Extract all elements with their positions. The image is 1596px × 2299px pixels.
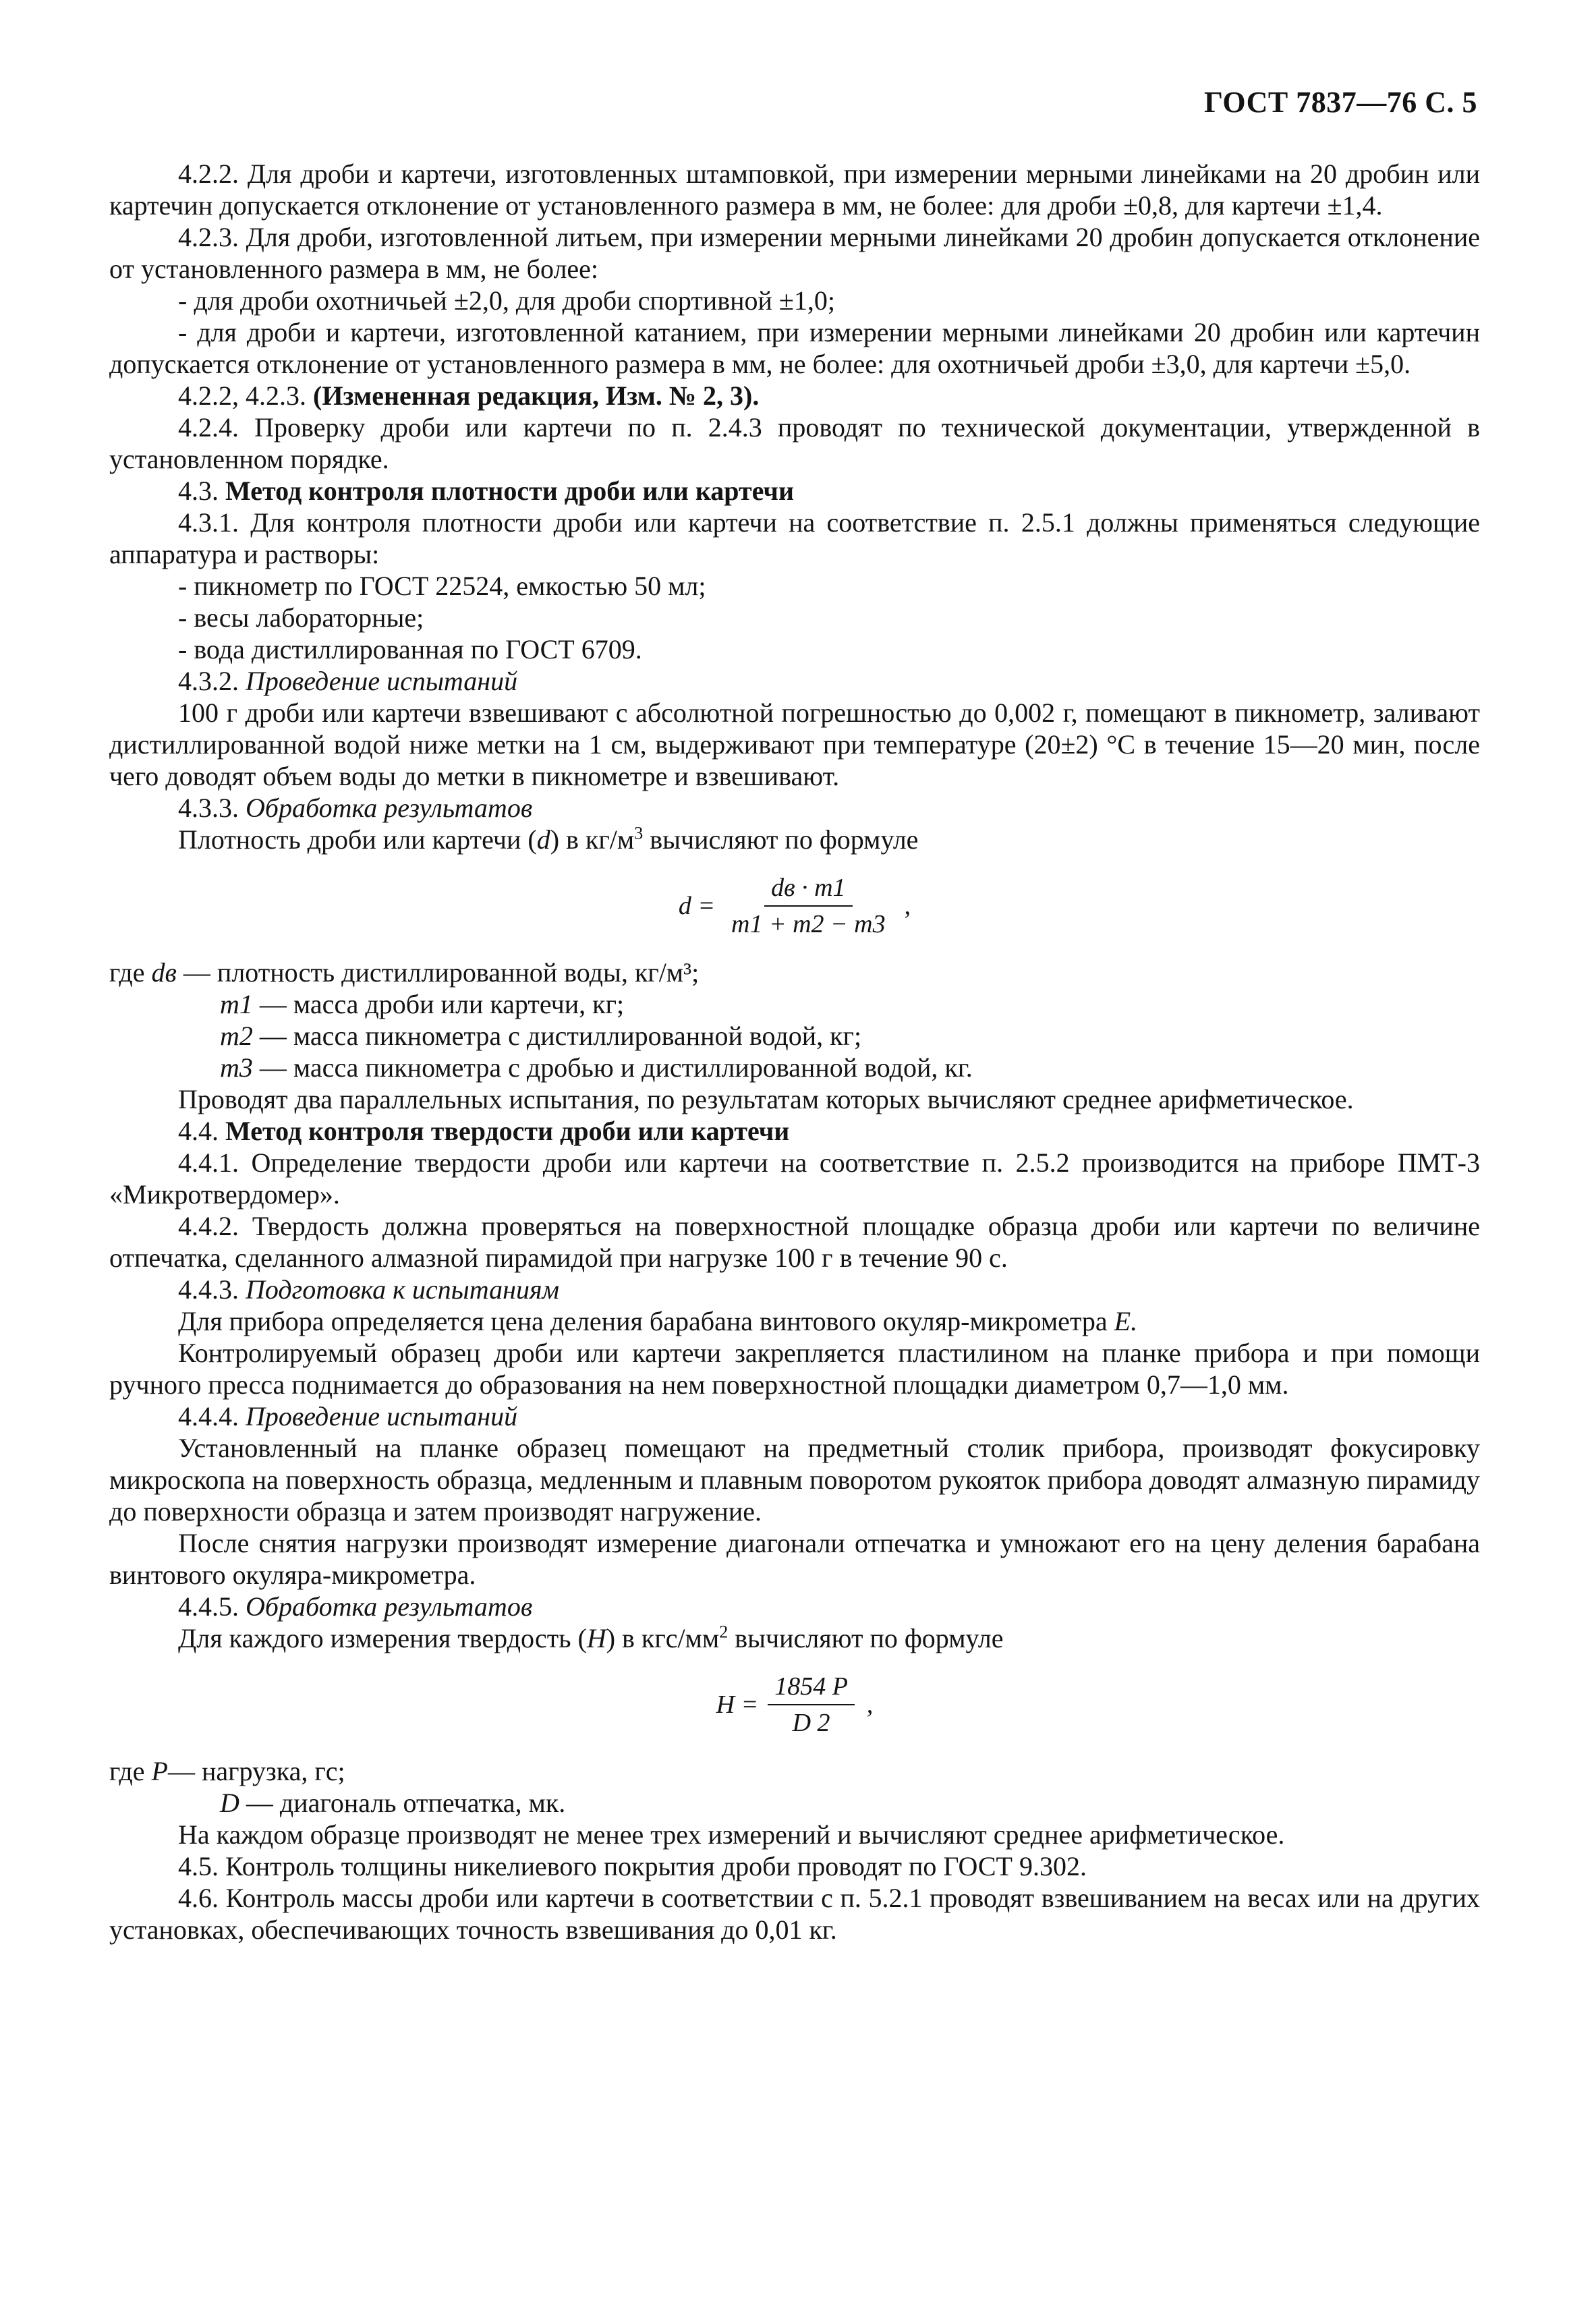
definition-text: — нагрузка, гс; <box>167 1756 345 1786</box>
parallel-tests-note: Проводят два параллельных испытания, по результатам которых вычисляют среднее арифметическое. <box>178 1084 1354 1114</box>
clause-title: Проведение испытаний <box>246 1401 518 1431</box>
clause-title: Обработка результатов <box>246 793 533 823</box>
symbol: D <box>220 1788 239 1818</box>
clause-4-4-3-text <box>109 1305 1480 1337</box>
clause-4-4-1: 4.4.1. Определение твердости дроби или картечи на соответствие п. 2.5.2 производится на приборе ПМТ-3 «Микротвердомер». <box>109 1147 1480 1210</box>
equipment-item: - вода дистиллированная по ГОСТ 6709. <box>178 634 642 664</box>
clause-4-4-2: 4.4.2. Твердость должна проверяться на поверхностной площадке образца дроби или картечи по величине отпечатка, сделанного алмазной пирамидой при нагрузке 100 г в течение 90 с. <box>109 1211 1480 1273</box>
superscript: 3 <box>634 823 644 843</box>
section-title: Метод контроля плотности дроби или картечи <box>225 476 795 506</box>
text-run: вычисляют по формуле <box>728 1623 1004 1653</box>
clause-4-4-3-heading <box>109 1274 1480 1305</box>
clause-number: 4.3.3. <box>178 793 239 823</box>
formula-fraction <box>724 873 892 939</box>
variable: H <box>586 1623 606 1653</box>
clause-title: Подготовка к испытаниям <box>246 1274 560 1305</box>
clause-4-4-4-text: После снятия нагрузки производят измерение диагонали отпечатка и умножают его на цену деления барабана винтового окуляра-микрометра. <box>109 1528 1480 1590</box>
revision-clauses: 4.2.2, 4.2.3. <box>178 380 306 411</box>
page-header: ГОСТ 7837—76 С. 5 <box>1203 86 1477 119</box>
hardness-formula <box>109 1654 1480 1755</box>
text-run: Для прибора определяется цена деления барабана винтового окуляр-микрометра <box>178 1306 1108 1336</box>
section-4-3-heading <box>109 475 1480 507</box>
symbol: P <box>151 1756 168 1786</box>
clause-number: 4.4.5. <box>178 1591 239 1622</box>
variable: d <box>536 824 550 855</box>
hardness-intro <box>109 1622 1480 1654</box>
formula-denominator: m1 + m2 − m3 <box>731 910 886 938</box>
density-formula <box>109 855 1480 957</box>
clause-number: 4.3.2. <box>178 666 239 696</box>
definition-text: — плотность дистиллированной воды, кг/м³; <box>183 957 700 988</box>
section-number: 4.4. <box>178 1116 219 1146</box>
definition-text: — масса пикнометра с дистиллированной водой, кг; <box>259 1021 862 1051</box>
formula-lhs: H = <box>716 1690 759 1719</box>
section-title: Метод контроля твердости дроби или картечи <box>225 1116 790 1146</box>
definition-line <box>109 1755 1480 1787</box>
clause-4-2-2: 4.2.2. Для дроби и картечи, изготовленных штамповкой, при измерении мерными линейками на 20 дробин или картечин допускается отклонение от установленного размера в мм, не более: для дроби ±0,8, для картечи ±1,4. <box>109 159 1480 221</box>
where-word: где <box>109 957 145 988</box>
list-item: - для дроби и картечи, изготовленной катанием, при измерении мерными линейками 20 дробин или картечин допускается отклонение от установленного размера в мм, не более: для охотничьей дроби ±3,0, для картечи ±5,0. <box>109 317 1480 379</box>
text-run: Плотность дроби или картечи ( <box>178 824 537 855</box>
clause-4-3-2-heading <box>109 665 1480 697</box>
section-number: 4.3. <box>178 476 219 506</box>
measurements-note: На каждом образце производят не менее трех измерений и вычисляют среднее арифметическое. <box>178 1819 1285 1850</box>
symbol: m1 <box>220 989 253 1019</box>
clause-4-4-5-heading <box>109 1591 1480 1622</box>
formula-comma: , <box>904 891 911 920</box>
clause-title: Проведение испытаний <box>246 666 518 696</box>
clause-4-2-3: 4.2.3. Для дроби, изготовленной литьем, при измерении мерными линейками 20 дробин допускается отклонение от установленного размера в мм, не более: <box>109 222 1480 284</box>
list-item: - для дроби охотничьей ±2,0, для дроби спортивной ±1,0; <box>178 285 835 316</box>
text-run: ) в кгс/мм <box>606 1623 720 1653</box>
clause-number: 4.4.4. <box>178 1401 239 1431</box>
superscript: 2 <box>719 1622 729 1642</box>
formula-lhs: d = <box>678 891 716 920</box>
formula-fraction <box>768 1672 855 1738</box>
symbol: m2 <box>220 1021 253 1051</box>
symbol: m3 <box>220 1052 253 1083</box>
definition-line <box>109 988 1480 1020</box>
text-run: вычисляют по формуле <box>643 824 919 855</box>
where-word: где <box>109 1756 145 1786</box>
clause-number: 4.4.3. <box>178 1274 239 1305</box>
page-body <box>109 158 1480 1946</box>
clause-title: Обработка результатов <box>246 1591 533 1622</box>
clause-4-2-4: 4.2.4. Проверку дроби или картечи по п. 2.4.3 проводят по технической документации, утвержденной в установленном порядке. <box>109 412 1480 474</box>
definition-line <box>109 957 1480 988</box>
revision-note <box>109 380 1480 411</box>
revision-label: (Измененная редакция, Изм. № 2, 3). <box>313 380 760 411</box>
section-4-4-heading <box>109 1115 1480 1147</box>
definition-line <box>109 1020 1480 1052</box>
equipment-item: - весы лабораторные; <box>178 602 424 633</box>
density-intro <box>109 824 1480 855</box>
equipment-item: - пикнометр по ГОСТ 22524, емкостью 50 мл; <box>178 571 706 601</box>
clause-4-5: 4.5. Контроль толщины никелиевого покрытия дроби проводят по ГОСТ 9.302. <box>178 1851 1087 1881</box>
definition-line <box>109 1787 1480 1819</box>
definition-line <box>109 1052 1480 1083</box>
symbol: dв <box>151 957 177 988</box>
formula-comma: , <box>866 1690 874 1719</box>
text-run: ) в кг/м <box>550 824 635 855</box>
formula-numerator: 1854 P <box>768 1672 855 1705</box>
formula-denominator: D 2 <box>792 1709 830 1737</box>
clause-4-4-4-text: Установленный на планке образец помещают на предметный столик прибора, производят фокусировку микроскопа на поверхность образца, медленным и плавным поворотом рукояток прибора доводят алмазную пирамиду до поверхности образца и затем производят нагружение. <box>109 1433 1480 1527</box>
definition-text: — диагональ отпечатка, мк. <box>246 1788 566 1818</box>
clause-4-3-3-heading <box>109 792 1480 824</box>
clause-4-4-3-text: Контролируемый образец дроби или картечи закрепляется пластилином на планке прибора и при помощи ручного пресса поднимается до образования на нем поверхностной площадки диаметром 0,7—1,0 мм. <box>109 1338 1480 1400</box>
definition-text: — масса дроби или картечи, кг; <box>259 989 625 1019</box>
clause-4-6: 4.6. Контроль массы дроби или картечи в соответствии с п. 5.2.1 проводят взвешиванием на весах или на других установках, обеспечивающих точность взвешивания до 0,01 кг. <box>109 1883 1480 1945</box>
clause-4-4-4-heading <box>109 1400 1480 1432</box>
text-run: Для каждого измерения твердость ( <box>178 1623 587 1653</box>
variable: Е. <box>1114 1306 1138 1336</box>
clause-4-3-1: 4.3.1. Для контроля плотности дроби или картечи на соответствие п. 2.5.1 должны применяться следующие аппаратура и растворы: <box>109 507 1480 569</box>
definition-text: — масса пикнометра с дробью и дистиллированной водой, кг. <box>259 1052 973 1083</box>
clause-4-3-2-body: 100 г дроби или картечи взвешивают с абсолютной погрешностью до 0,002 г, помещают в пикнометр, заливают дистиллированной водой ниже метки на 1 см, выдерживают при температуре (20±2) °С в течение 15—20 мин, после чего доводят объем воды до метки в пикнометре и взвешивают. <box>109 698 1480 791</box>
formula-numerator: dв · m1 <box>764 873 852 907</box>
